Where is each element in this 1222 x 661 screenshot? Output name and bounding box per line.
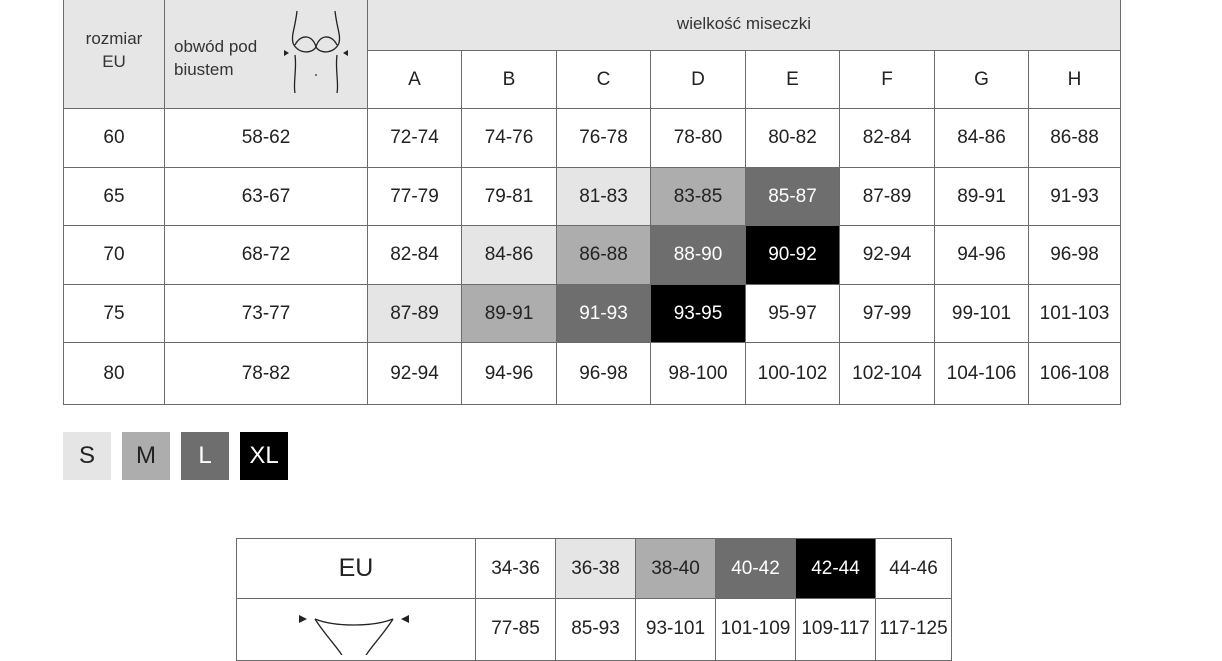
cup-letter-c: C [557, 51, 651, 109]
cup-value-cell: 74-76 [462, 109, 557, 168]
cup-value-cell: 90-92 [746, 226, 840, 285]
header-underbust [165, 0, 368, 109]
panty-figure-cell [237, 599, 476, 661]
row-size-eu: 60 [64, 109, 165, 168]
cup-value-cell: 106-108 [1029, 343, 1121, 405]
cup-value-cell: 91-93 [557, 285, 651, 343]
cup-value-cell: 92-94 [840, 226, 935, 285]
cup-letter-f: F [840, 51, 935, 109]
cup-letter-d: D [651, 51, 746, 109]
header-underbust-label: obwód pod biustem [174, 37, 258, 79]
cup-value-cell: 84-86 [462, 226, 557, 285]
panty-hip-value-cell: 101-109 [716, 599, 796, 661]
panty-eu-size-cell: 36-38 [556, 539, 636, 599]
row-underbust: 73-77 [165, 285, 368, 343]
cup-value-cell: 94-96 [462, 343, 557, 405]
legend-swatch-m: M [122, 432, 170, 480]
cup-value-cell: 76-78 [557, 109, 651, 168]
cup-value-cell: 72-74 [368, 109, 462, 168]
cup-value-cell: 91-93 [1029, 168, 1121, 226]
cup-value-cell: 82-84 [368, 226, 462, 285]
cup-value-cell: 98-100 [651, 343, 746, 405]
cup-value-cell: 87-89 [840, 168, 935, 226]
cup-value-cell: 78-80 [651, 109, 746, 168]
panty-eu-label: EU [237, 539, 476, 599]
row-size-eu: 65 [64, 168, 165, 226]
bra-size-table [63, 0, 1121, 405]
legend-swatch-s: S [63, 432, 111, 480]
cup-value-cell: 102-104 [840, 343, 935, 405]
header-cup-size-label: wielkość miseczki [676, 13, 812, 33]
cup-letter-e: E [746, 51, 840, 109]
cup-value-cell: 95-97 [746, 285, 840, 343]
panty-hip-value-cell: 117-125 [876, 599, 952, 661]
panty-hip-measure-icon [299, 605, 409, 655]
cup-value-cell: 88-90 [651, 226, 746, 285]
row-size-eu: 75 [64, 285, 165, 343]
panty-size-table [236, 538, 952, 661]
cup-value-cell: 84-86 [935, 109, 1029, 168]
row-size-eu: 70 [64, 226, 165, 285]
cup-value-cell: 100-102 [746, 343, 840, 405]
header-size-eu-label: rozmiar EU [85, 28, 143, 71]
panty-hip-value-cell: 85-93 [556, 599, 636, 661]
cup-value-cell: 86-88 [557, 226, 651, 285]
cup-value-cell: 96-98 [557, 343, 651, 405]
bra-torso-measure-icon [283, 9, 349, 95]
row-underbust: 63-67 [165, 168, 368, 226]
table-row [64, 285, 1121, 343]
panty-hip-value-cell: 77-85 [476, 599, 556, 661]
panty-eu-size-cell: 44-46 [876, 539, 952, 599]
size-legend [63, 432, 288, 480]
cup-value-cell: 87-89 [368, 285, 462, 343]
panty-hip-value-cell: 93-101 [636, 599, 716, 661]
panty-hip-value-cell: 109-117 [796, 599, 876, 661]
legend-swatch-xl: XL [240, 432, 288, 480]
cup-value-cell: 93-95 [651, 285, 746, 343]
cup-value-cell: 89-91 [935, 168, 1029, 226]
table-row [64, 168, 1121, 226]
table-row [64, 226, 1121, 285]
cup-value-cell: 96-98 [1029, 226, 1121, 285]
cup-value-cell: 89-91 [462, 285, 557, 343]
row-size-eu: 80 [64, 343, 165, 405]
cup-value-cell: 82-84 [840, 109, 935, 168]
cup-value-cell: 80-82 [746, 109, 840, 168]
row-underbust: 58-62 [165, 109, 368, 168]
cup-letter-h: H [1029, 51, 1121, 109]
cup-value-cell: 77-79 [368, 168, 462, 226]
panty-eu-size-cell: 34-36 [476, 539, 556, 599]
cup-value-cell: 81-83 [557, 168, 651, 226]
cup-value-cell: 86-88 [1029, 109, 1121, 168]
cup-value-cell: 97-99 [840, 285, 935, 343]
panty-eu-size-cell: 38-40 [636, 539, 716, 599]
cup-value-cell: 99-101 [935, 285, 1029, 343]
row-underbust: 68-72 [165, 226, 368, 285]
cup-letter-g: G [935, 51, 1029, 109]
header-cup-size [368, 0, 1121, 51]
cup-value-cell: 104-106 [935, 343, 1029, 405]
cup-letter-b: B [462, 51, 557, 109]
cup-value-cell: 92-94 [368, 343, 462, 405]
cup-value-cell: 83-85 [651, 168, 746, 226]
panty-eu-size-cell: 42-44 [796, 539, 876, 599]
cup-value-cell: 85-87 [746, 168, 840, 226]
table-row [64, 109, 1121, 168]
legend-swatch-l: L [181, 432, 229, 480]
cup-letter-a: A [368, 51, 462, 109]
cup-value-cell: 94-96 [935, 226, 1029, 285]
panty-eu-size-cell: 40-42 [716, 539, 796, 599]
cup-value-cell: 79-81 [462, 168, 557, 226]
table-row [64, 343, 1121, 405]
header-size-eu [64, 0, 165, 109]
row-underbust: 78-82 [165, 343, 368, 405]
cup-value-cell: 101-103 [1029, 285, 1121, 343]
